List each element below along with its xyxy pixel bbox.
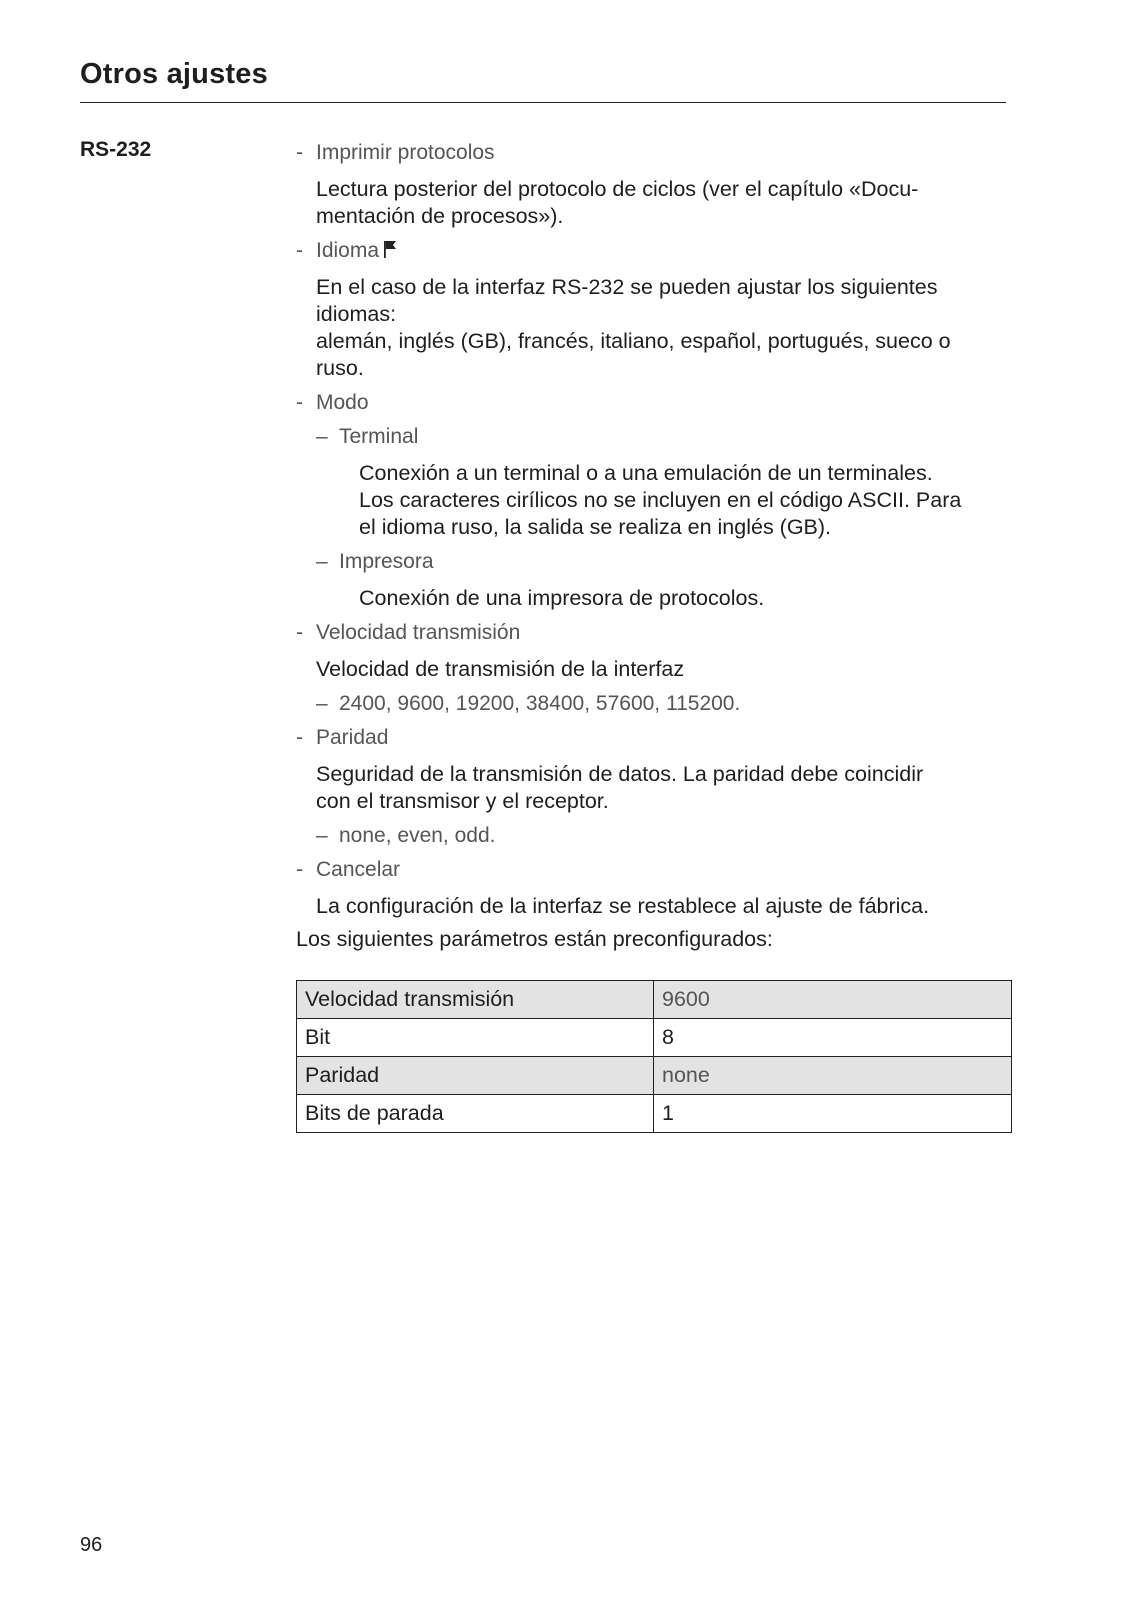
description-line: Los caracteres cirílicos no se incluyen en el código ASCII. Para — [359, 488, 962, 512]
description-line: La configuración de la interfaz se restablece al ajuste de fábrica. — [316, 894, 930, 918]
bullet-dash: - — [296, 391, 303, 414]
menu-item-description — [316, 893, 1012, 920]
menu-item-imprimir-protocolos — [296, 136, 1012, 170]
option-values-text: 2400, 9600, 19200, 38400, 57600, 115200. — [339, 692, 741, 715]
description-line: alemán, inglés (GB), francés, italiano, español, portugués, sueco o — [316, 329, 951, 353]
option-values — [296, 819, 1012, 853]
submenu-item-description — [359, 585, 1012, 612]
menu-item-cancelar — [296, 853, 1012, 887]
table-cell-key: Bit — [297, 1019, 654, 1057]
table-row — [297, 981, 1012, 1019]
page-number: 96 — [80, 1534, 103, 1556]
description-line: Seguridad de la transmisión de datos. La paridad debe coincidir — [316, 762, 924, 786]
description-line: Conexión de una impresora de protocolos. — [359, 586, 765, 610]
description-line: idiomas: — [316, 302, 397, 326]
menu-item-description — [316, 761, 1012, 815]
description-line: mentación de procesos»). — [316, 204, 564, 228]
page-title: Otros ajustes — [80, 58, 268, 90]
menu-item-label: Idioma — [316, 239, 380, 262]
bullet-dash: - — [296, 726, 303, 749]
bullet-dash: – — [316, 425, 328, 448]
menu-item-label: Velocidad transmisión — [316, 621, 521, 644]
menu-item-label: Modo — [316, 391, 369, 414]
submenu-item-label: Impresora — [339, 550, 434, 573]
menu-item-label: Paridad — [316, 726, 389, 749]
table-cell-value: none — [654, 1057, 1012, 1095]
table-row — [297, 1095, 1012, 1133]
title-divider — [80, 102, 1006, 103]
option-values-text: none, even, odd. — [339, 824, 496, 847]
menu-item-label-wrap — [316, 234, 397, 269]
table-row — [297, 1019, 1012, 1057]
option-values — [296, 687, 1012, 721]
bullet-dash: – — [316, 692, 328, 715]
menu-item-label: Cancelar — [316, 858, 401, 881]
preconfig-text: Los siguientes parámetros están preconfigurados: — [296, 927, 773, 951]
bullet-dash: - — [296, 239, 303, 262]
submenu-item-label: Terminal — [339, 425, 419, 448]
table-cell-key: Velocidad transmisión — [297, 981, 654, 1019]
bullet-dash: - — [296, 621, 303, 644]
bullet-dash: - — [296, 858, 303, 881]
description-line: En el caso de la interfaz RS-232 se pueden ajustar los siguientes — [316, 275, 938, 299]
description-line: Conexión a un terminal o a una emulación de un terminales. — [359, 461, 933, 485]
bullet-dash: - — [296, 141, 303, 164]
submenu-item-impresora — [296, 545, 1012, 579]
settings-list — [296, 136, 1012, 957]
table-row — [297, 1057, 1012, 1095]
menu-item-idioma — [296, 234, 1012, 268]
menu-item-modo — [296, 386, 1012, 420]
table-cell-value: 9600 — [654, 981, 1012, 1019]
bullet-dash: – — [316, 824, 328, 847]
parameters-table — [296, 980, 1012, 1133]
flag-icon — [383, 235, 397, 269]
description-line: Lectura posterior del protocolo de ciclos (ver el capítulo «Docu- — [316, 177, 919, 201]
menu-item-description — [316, 176, 1012, 230]
menu-item-description — [316, 656, 1012, 683]
menu-item-paridad — [296, 721, 1012, 755]
description-line: el idioma ruso, la salida se realiza en inglés (GB). — [359, 515, 832, 539]
table-cell-key: Paridad — [297, 1057, 654, 1095]
table-cell-value: 1 — [654, 1095, 1012, 1133]
submenu-item-terminal — [296, 420, 1012, 454]
menu-item-description — [316, 274, 1012, 382]
description-line: con el transmisor y el receptor. — [316, 789, 609, 813]
submenu-item-description — [359, 460, 1012, 541]
section-label: RS-232 — [80, 138, 152, 161]
description-line: Velocidad de transmisión de la interfaz — [316, 657, 685, 681]
table-cell-key: Bits de parada — [297, 1095, 654, 1133]
bullet-dash: – — [316, 550, 328, 573]
table-cell-value: 8 — [654, 1019, 1012, 1057]
menu-item-label: Imprimir protocolos — [316, 141, 495, 164]
description-line: ruso. — [316, 356, 364, 380]
menu-item-velocidad-transmision — [296, 616, 1012, 650]
